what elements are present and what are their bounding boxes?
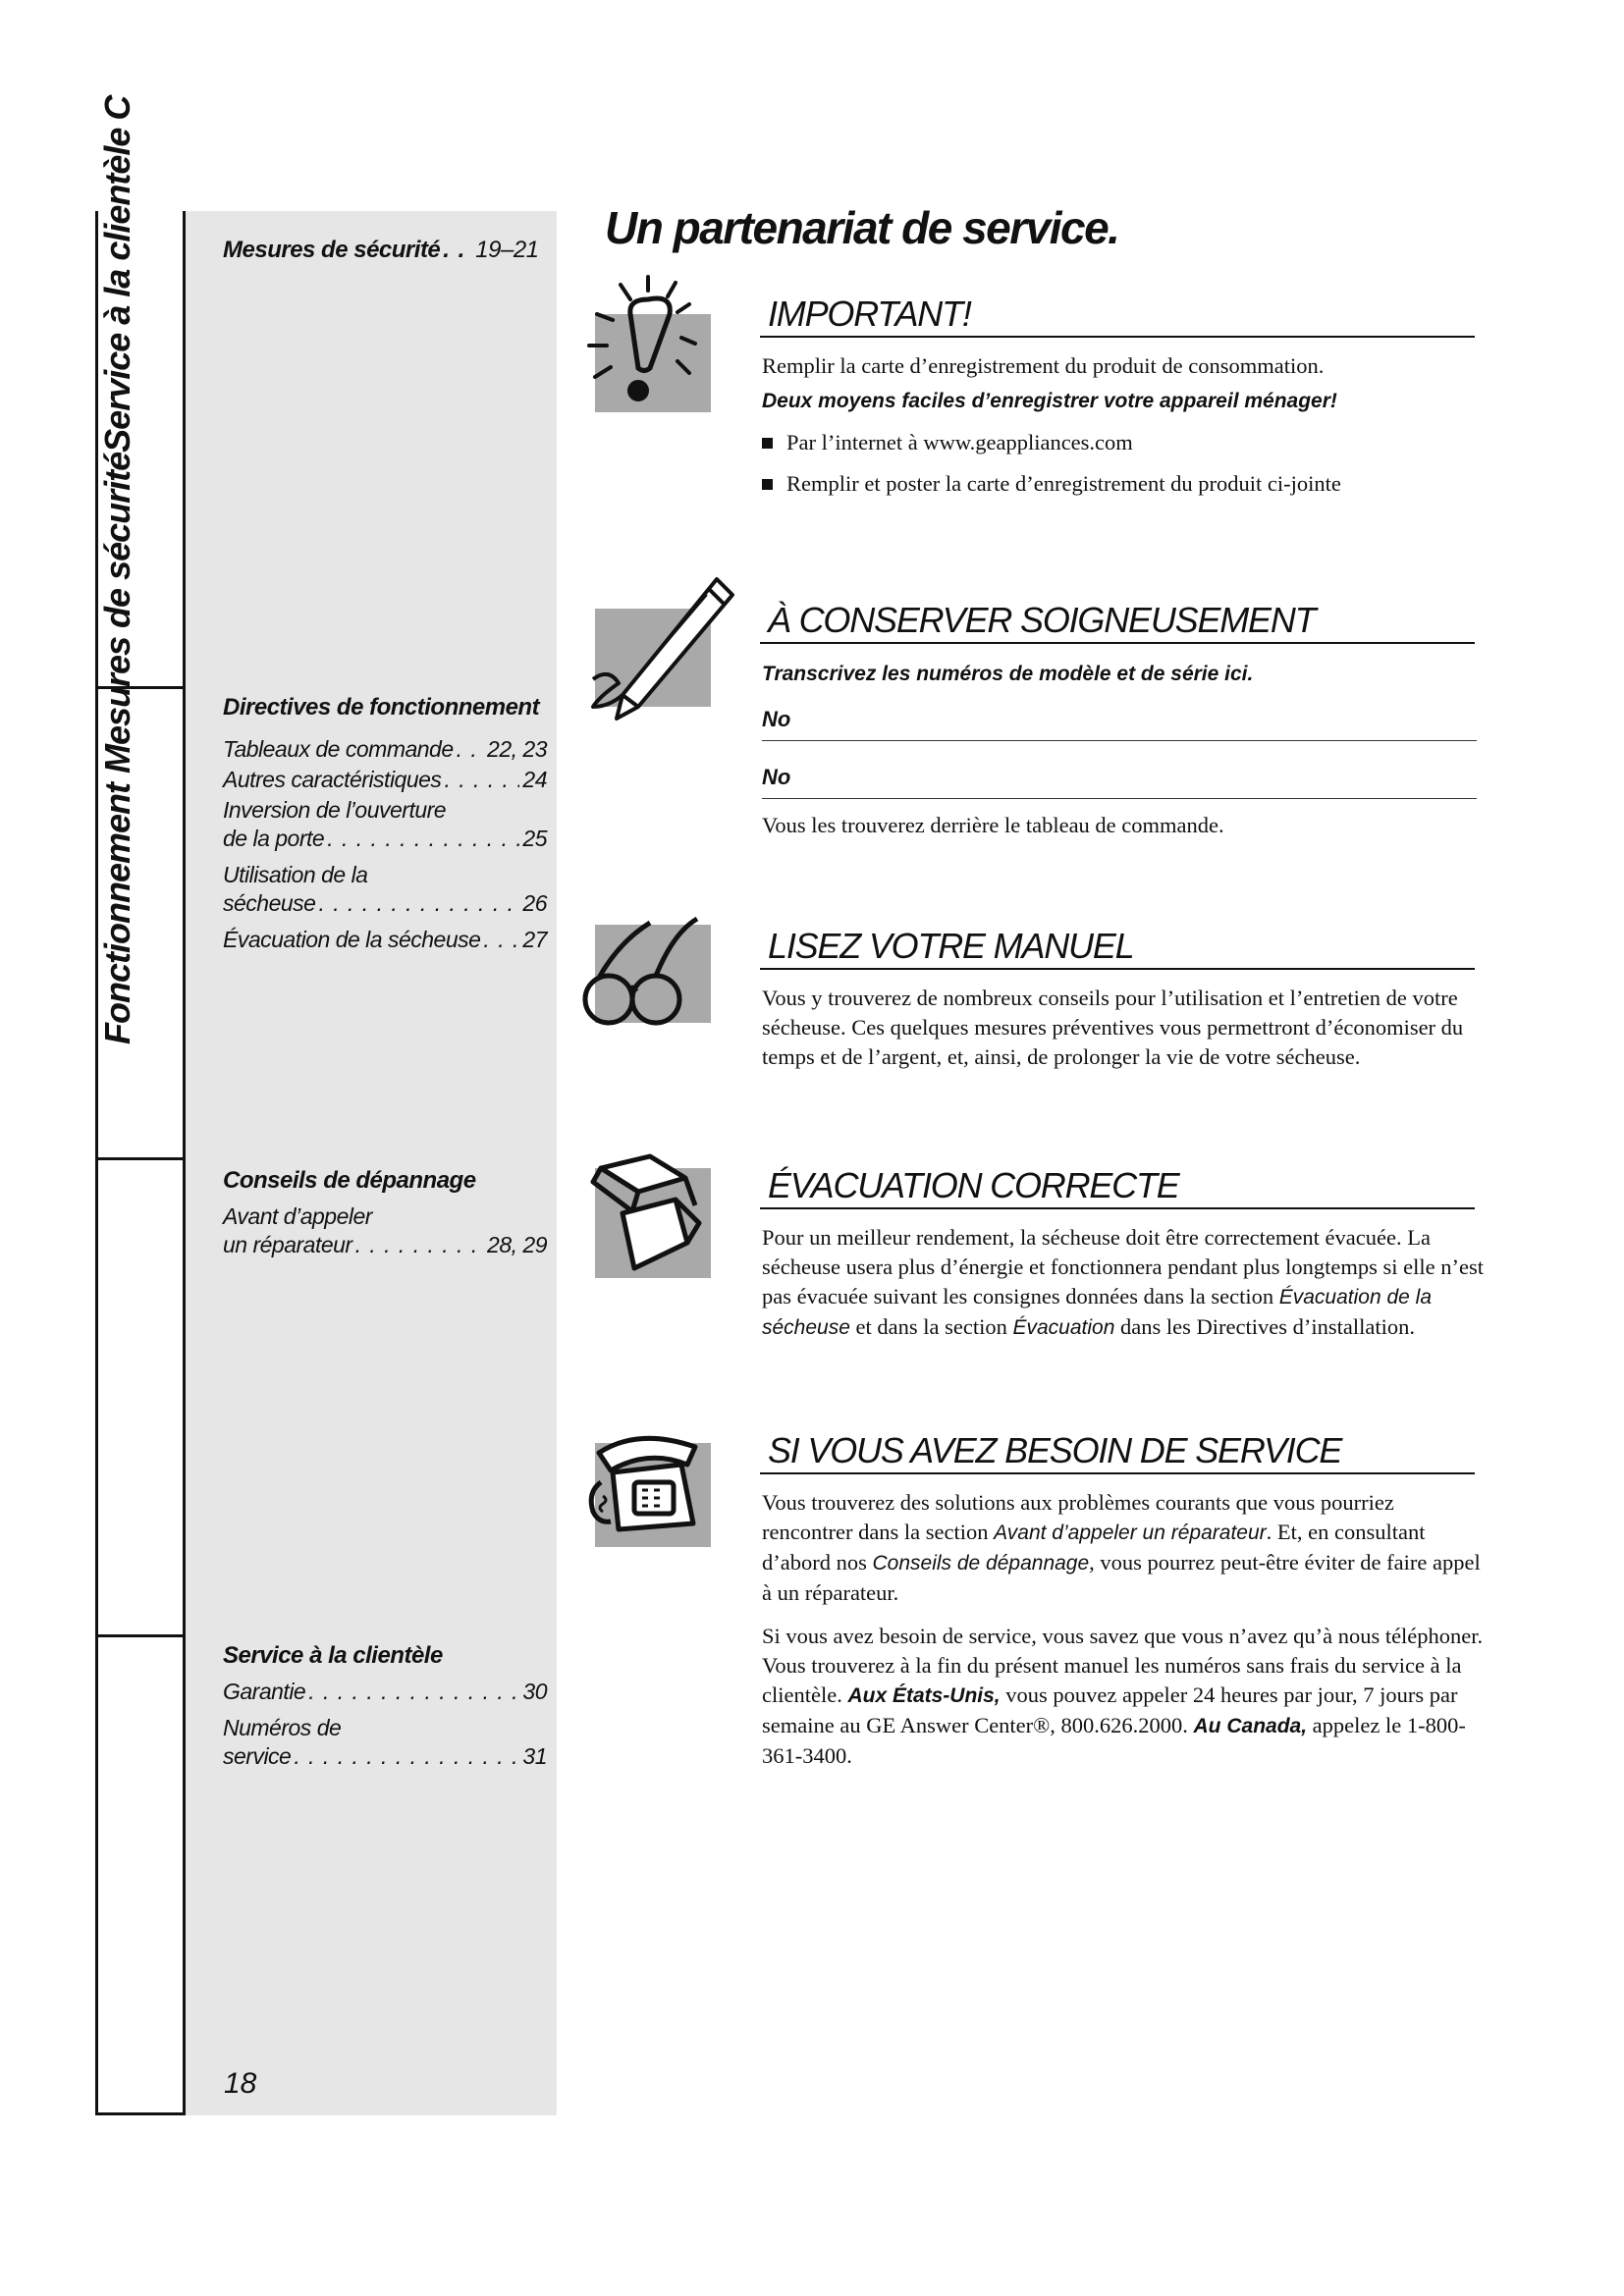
toc-entry[interactable]: Tableaux de commande . . . 22, 23 [223, 735, 547, 764]
section-heading: LISEZ VOTRE MANUEL [760, 925, 1475, 970]
toc-operating [223, 692, 547, 954]
toc-title: Service à la clientèle [223, 1642, 443, 1669]
page-title: Un partenariat de service. [605, 202, 1119, 253]
us-label: Aux États-Unis, [847, 1684, 1001, 1707]
toc-entry[interactable]: Évacuation de la sécheuse . . . 27 [223, 926, 547, 954]
section-important [595, 275, 1479, 560]
toc-page: 19–21 [475, 237, 539, 263]
toc-troubleshooting [223, 1165, 547, 1259]
toc-title: Conseils de dépannage [223, 1167, 476, 1194]
body-text: Vous trouverez des solutions aux problèmes courants que vous pourriez rencontrer dans la section Avant d’appeler un réparateur. Et, en consultant d’abord nos Conseils de dépannage, vous pourrez peut-être éviter de faire appel à un réparateur. [762, 1490, 1481, 1605]
toc-entry[interactable]: Inversion de l’ouverture de la porte . . . 25 [223, 796, 547, 853]
section-service [595, 1414, 1484, 1787]
section-keep [595, 569, 1479, 874]
body-text: Vous les trouverez derrière le tableau de commande. [762, 813, 1224, 837]
subheading: Deux moyens faciles d’enregistrer votre appareil ménager! [762, 390, 1337, 412]
tab-divider [98, 1157, 189, 1160]
cross-reference[interactable]: Conseils de dépannage [872, 1552, 1090, 1575]
vertical-tab-labels [90, 24, 145, 1044]
tab-label-operating[interactable]: Fonctionnement [97, 783, 137, 1044]
serial-number-field[interactable]: No [762, 759, 1477, 799]
cross-reference[interactable]: Évacuation de la sécheuse [762, 1286, 1432, 1339]
tab-label-safety[interactable]: Mesures de sécurité [97, 452, 137, 774]
bullet-square-icon [762, 479, 773, 490]
cross-reference[interactable]: Avant d’appeler un réparateur [994, 1522, 1267, 1544]
section-read-manual [595, 913, 1479, 1109]
toc-entry[interactable]: Numéros de service . . . 31 [223, 1714, 547, 1771]
toc-entry[interactable]: Utilisation de la sécheuse . . . 26 [223, 861, 547, 918]
toc-entry[interactable]: Avant d’appeler un réparateur . . . 28, 29 [223, 1202, 547, 1259]
model-number-field[interactable]: No [762, 701, 1477, 741]
telephone-icon [579, 1414, 736, 1561]
body-text: Vous y trouverez de nombreux conseils pour l’utilisation et l’entretien de votre sécheuse. Ces quelques mesures préventives vous permettront d’économiser du temps et de l’argent, et, ainsi, de prolonger la vie de votre sécheuse. [762, 986, 1464, 1069]
contents-sidebar [186, 211, 557, 2115]
section-heading: ÉVACUATION CORRECTE [760, 1164, 1475, 1209]
pencil-icon [579, 569, 746, 736]
list-item: Remplir et poster la carte d’enregistrement du produit ci-jointe [762, 469, 1410, 499]
glasses-icon [579, 913, 727, 1050]
canada-label: Au Canada, [1193, 1715, 1308, 1737]
list-item: Par l’internet à www.geappliances.com [762, 428, 1489, 457]
body-text: Si vous avez besoin de service, vous savez que vous n’avez qu’à nous téléphoner. Vous trouverez à la fin du présent manuel les numéros sans frais du service à la clientèle. Aux États-Unis, vous pouvez appeler 24 heures par jour, 7 jours par semaine au GE Answer Center®, 800.626.2000. Au Canada, appelez le 1-800-361-3400. [762, 1624, 1484, 1768]
toc-safety[interactable] [223, 235, 547, 266]
toc-title: Directives de fonctionnement [223, 694, 540, 721]
tab-divider [98, 1634, 189, 1637]
tab-label-cut: C [97, 95, 137, 121]
vent-hood-icon [579, 1148, 736, 1296]
page-number: 18 [224, 2067, 257, 2100]
toc-title: Mesures de sécurité [223, 237, 441, 263]
exclamation-icon [579, 275, 727, 412]
body-text: Remplir la carte d’enregistrement du produit de consommation. [762, 353, 1325, 378]
section-heading: IMPORTANT! [760, 293, 1475, 338]
bullet-square-icon [762, 438, 773, 449]
section-heading: SI VOUS AVEZ BESOIN DE SERVICE [760, 1429, 1475, 1474]
body-text: Pour un meilleur rendement, la sécheuse doit être correctement évacuée. La sécheuse usera plus d’énergie et fonctionnera pendant plus longtemps si elle n’est pas évacuée suivant les consignes données dans la section Évacuation de la sécheuse et dans la section Évacuation dans les Directives d’installation. [762, 1225, 1484, 1339]
section-exhaust [595, 1148, 1484, 1374]
toc-entry[interactable]: Autres caractéristiques . . . 24 [223, 766, 547, 794]
section-heading: À CONSERVER SOIGNEUSEMENT [760, 599, 1475, 644]
toc-entry[interactable]: Garantie . . . 30 [223, 1678, 547, 1706]
toc-customer-service [223, 1640, 547, 1771]
cross-reference[interactable]: Évacuation [1012, 1316, 1115, 1339]
tab-label-customer-service[interactable]: Service à la clientèle [97, 128, 137, 453]
subheading: Transcrivez les numéros de modèle et de série ici. [762, 663, 1254, 685]
